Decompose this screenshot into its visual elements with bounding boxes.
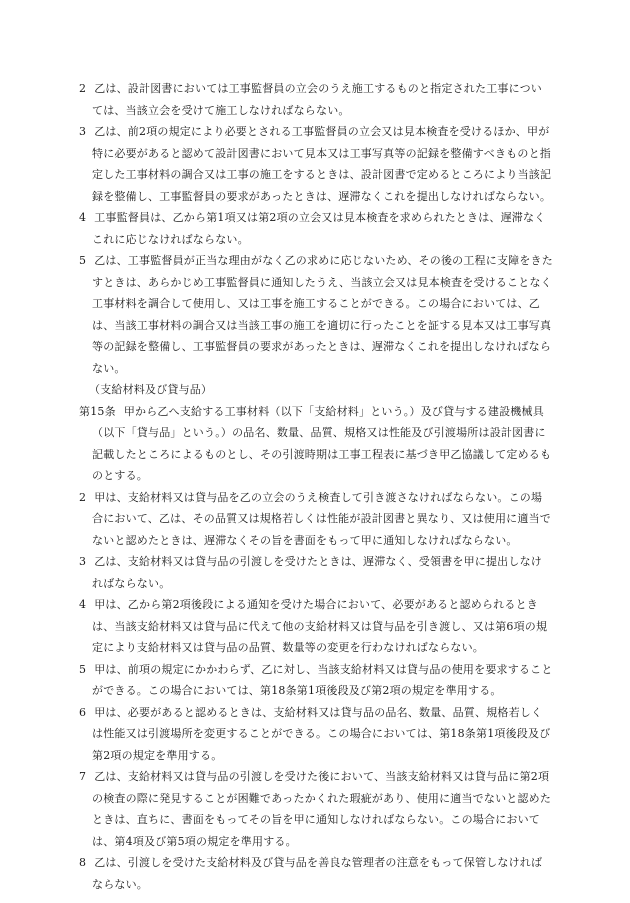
paragraph-number: 4 — [79, 598, 87, 611]
article-label: 第15条 — [79, 404, 116, 418]
article-paragraph-3 — [79, 551, 553, 594]
paragraph-text: 工事監督員は、乙から第1項又は第2項の立会又は見本検査を求められたときは、遅滞なくこれに応じなければならない。 — [92, 211, 546, 246]
paragraph-text: 乙は、引渡しを受けた支給材料及び貸与品を善良な管理者の注意をもって保管しなければならない。 — [92, 856, 543, 891]
paragraph-3 — [79, 121, 553, 207]
paragraph-2 — [79, 78, 553, 121]
paragraph-number: 6 — [79, 705, 87, 719]
article-paragraph-7 — [79, 766, 553, 852]
paragraph-number: 2 — [79, 82, 87, 95]
paragraph-text: 甲は、支給材料又は貸与品を乙の立会のうえ検査して引き渡さなければならない。この場合において、乙は、その品質又は規格若しくは性能が設計図書と異なり、又は使用に適当でないと認めたときは、遅滞なくその旨を書面をもって甲に通知しなければならない。 — [92, 490, 551, 547]
paragraph-number: 2 — [79, 490, 87, 504]
paragraph-number: 3 — [79, 555, 87, 568]
article-15 — [79, 401, 553, 487]
paragraph-number: 5 — [79, 254, 87, 267]
paragraph-text: 甲は、乙から第2項後段による通知を受けた場合において、必要があると認められるときは、当該支給材料又は貸与品に代えて他の支給材料又は貸与品を引き渡し、又は第6項の規定により支給材料又は貸与品の品質、数量等の変更を行わなければならない。 — [92, 598, 548, 654]
paragraph-text: 乙は、支給材料又は貸与品の引渡しを受けた後において、当該支給材料又は貸与品に第2項の検査の際に発見することが困難であったかくれた瑕疵があり、使用に適当でないと認めたときは、直ちに、書面をもってその旨を甲に通知しなければならない。この場合においては、第4項及び第5項の規定を準用する。 — [92, 770, 552, 848]
article-paragraph-2 — [79, 487, 553, 552]
article-paragraph-4 — [79, 594, 553, 659]
paragraph-5 — [79, 250, 553, 379]
paragraph-number: 8 — [79, 856, 87, 869]
paragraph-text: 乙は、工事監督員が正当な理由がなく乙の求めに応じないため、その後の工程に支障をきたすときは、あらかじめ工事監督員に通知したうえ、当該立会又は見本検査を受けることなく工事材料を調合して使用し、又は工事を施工することができる。この場合においては、乙は、当該工事材料の調合又は当該工事の施工を適切に行ったことを証する見本又は工事写真等の記録を整備し、工事監督員の要求があったときは、遅滞なくこれを提出しなければならない。 — [92, 254, 553, 375]
article-paragraph-8 — [79, 852, 553, 895]
paragraph-text: 甲は、必要があると認めるときは、支給材料又は貸与品の品名、数量、品質、規格若しくは性能又は引渡場所を変更することができる。この場合においては、第18条第1項後段及び第2項の規定を準用する。 — [92, 705, 551, 762]
paragraph-text: 乙は、前2項の規定により必要とされる工事監督員の立会又は見本検査を受けるほか、甲が特に必要があると認めて設計図書において見本又は工事写真等の記録を整備すべきものと指定した工事材料の調合又は工事の施工をするときは、設計図書で定めるところにより当該記録を整備し、工事監督員の要求があったときは、遅滞なくこれを提出しなければならない。 — [92, 125, 552, 203]
document-body — [79, 78, 553, 895]
paragraph-text: 甲は、前項の規定にかかわらず、乙に対し、当該支給材料又は貸与品の使用を要求することができる。この場合においては、第18条第1項後段及び第2項の規定を準用する。 — [92, 662, 553, 697]
paragraph-text: 乙は、支給材料又は貸与品の引渡しを受けたときは、遅滞なく、受領書を甲に提出しなければならない。 — [92, 555, 542, 590]
paragraph-number: 5 — [79, 662, 87, 676]
paragraph-number: 7 — [79, 770, 87, 783]
article-paragraph-6 — [79, 702, 553, 767]
paragraph-text: 乙は、設計図書においては工事監督員の立会のうえ施工するものと指定された工事については、当該立会を受けて施工しなければならない。 — [92, 82, 542, 117]
paragraph-number: 3 — [79, 125, 87, 138]
article-paragraph-5 — [79, 659, 553, 702]
paragraph-number: 4 — [79, 211, 87, 224]
article-caption: （支給材料及び貸与品） — [89, 383, 213, 396]
article-text: 甲から乙へ支給する工事材料（以下「支給材料」という。）及び貸与する建設機械具（以下「貸与品」という。）の品名、数量、品質、規格又は性能及び引渡場所は設計図書に記載したところによるものとし、その引渡時期は工事工程表に基づき甲乙協議して定めるものとする。 — [92, 404, 552, 482]
paragraph-4 — [79, 207, 553, 250]
